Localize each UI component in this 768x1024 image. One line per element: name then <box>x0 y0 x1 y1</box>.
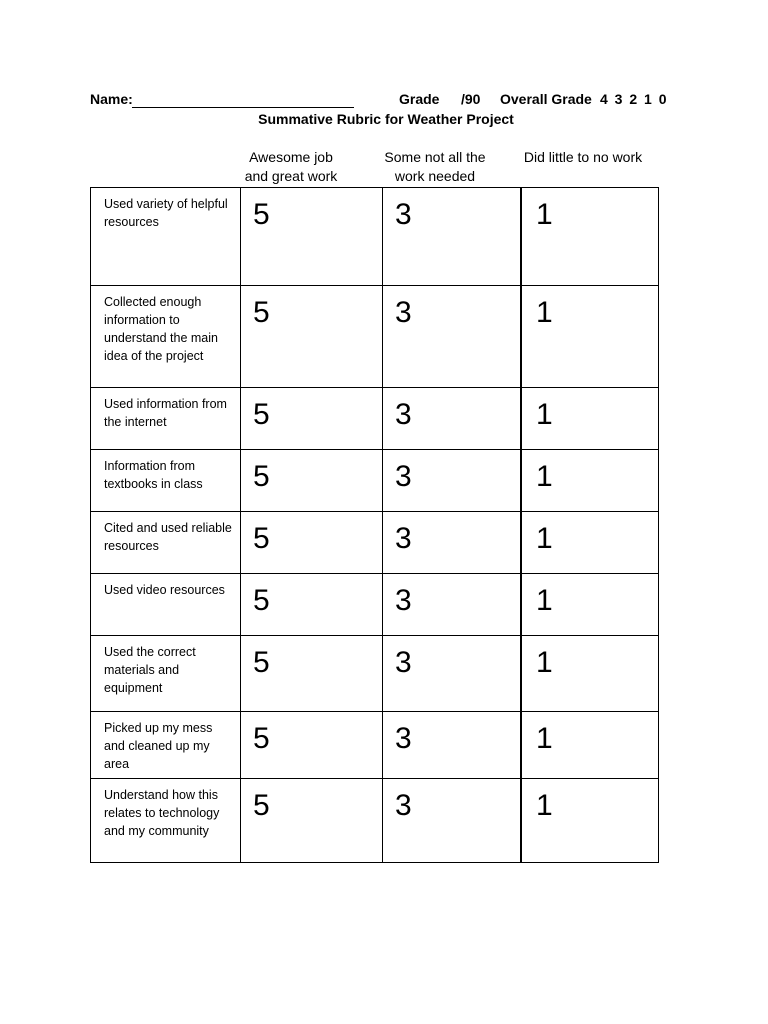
overall-grade-label: Overall Grade <box>500 91 592 107</box>
score-cell-5[interactable]: 5 <box>241 188 383 286</box>
score-cell-3[interactable]: 3 <box>383 779 522 863</box>
score-cell-1[interactable]: 1 <box>521 512 659 574</box>
overall-grade-scale: 4 3 2 1 0 <box>600 91 667 107</box>
column-heading-line: Some not all the <box>384 149 486 165</box>
table-row <box>91 286 659 388</box>
table-row <box>91 779 659 863</box>
column-heading-some <box>376 148 494 186</box>
score-cell-1[interactable]: 1 <box>521 188 659 286</box>
table-row <box>91 450 659 512</box>
score-cell-1[interactable]: 1 <box>521 388 659 450</box>
score-cell-3[interactable]: 3 <box>383 574 522 636</box>
criterion-cell: Used variety of helpful resources <box>91 188 241 286</box>
score-cell-1[interactable]: 1 <box>521 286 659 388</box>
name-label: Name: <box>90 91 133 107</box>
score-cell-1[interactable]: 1 <box>521 636 659 712</box>
score-cell-3[interactable]: 3 <box>383 636 522 712</box>
column-heading-line: and great work <box>244 168 338 184</box>
column-heading-line: work needed <box>394 168 476 184</box>
score-cell-3[interactable]: 3 <box>383 286 522 388</box>
criterion-cell: Information from textbooks in class <box>91 450 241 512</box>
score-cell-3[interactable]: 3 <box>383 188 522 286</box>
score-cell-5[interactable]: 5 <box>241 512 383 574</box>
score-cell-3[interactable]: 3 <box>383 450 522 512</box>
column-heading-line: Did little to no work <box>523 149 643 165</box>
table-row <box>91 712 659 779</box>
rubric-table <box>90 187 659 863</box>
table-row <box>91 188 659 286</box>
table-row <box>91 574 659 636</box>
criterion-cell: Cited and used reliable resources <box>91 512 241 574</box>
score-cell-3[interactable]: 3 <box>383 388 522 450</box>
name-blank-line[interactable] <box>132 91 354 108</box>
column-heading-little <box>516 148 650 167</box>
score-cell-5[interactable]: 5 <box>241 286 383 388</box>
grade-out-of: /90 <box>461 91 481 107</box>
score-cell-5[interactable]: 5 <box>241 450 383 512</box>
grade-label: Grade <box>399 91 440 107</box>
criterion-cell: Used video resources <box>91 574 241 636</box>
score-cell-3[interactable]: 3 <box>383 712 522 779</box>
table-row <box>91 512 659 574</box>
score-cell-3[interactable]: 3 <box>383 512 522 574</box>
criterion-cell: Collected enough information to understand the main idea of the project <box>91 286 241 388</box>
score-cell-5[interactable]: 5 <box>241 779 383 863</box>
column-heading-line: Awesome job <box>249 149 333 165</box>
page-title: Summative Rubric for Weather Project <box>258 111 514 127</box>
score-cell-1[interactable]: 1 <box>521 450 659 512</box>
criterion-cell: Understand how this relates to technology and my community <box>91 779 241 863</box>
score-cell-1[interactable]: 1 <box>521 574 659 636</box>
column-heading-awesome <box>236 148 346 186</box>
score-cell-5[interactable]: 5 <box>241 388 383 450</box>
table-row <box>91 388 659 450</box>
score-cell-1[interactable]: 1 <box>521 712 659 779</box>
score-cell-5[interactable]: 5 <box>241 574 383 636</box>
score-cell-5[interactable]: 5 <box>241 636 383 712</box>
criterion-cell: Used the correct materials and equipment <box>91 636 241 712</box>
criterion-cell: Picked up my mess and cleaned up my area <box>91 712 241 779</box>
table-row <box>91 636 659 712</box>
criterion-cell: Used information from the internet <box>91 388 241 450</box>
score-cell-1[interactable]: 1 <box>521 779 659 863</box>
header-line <box>90 91 690 111</box>
score-cell-5[interactable]: 5 <box>241 712 383 779</box>
